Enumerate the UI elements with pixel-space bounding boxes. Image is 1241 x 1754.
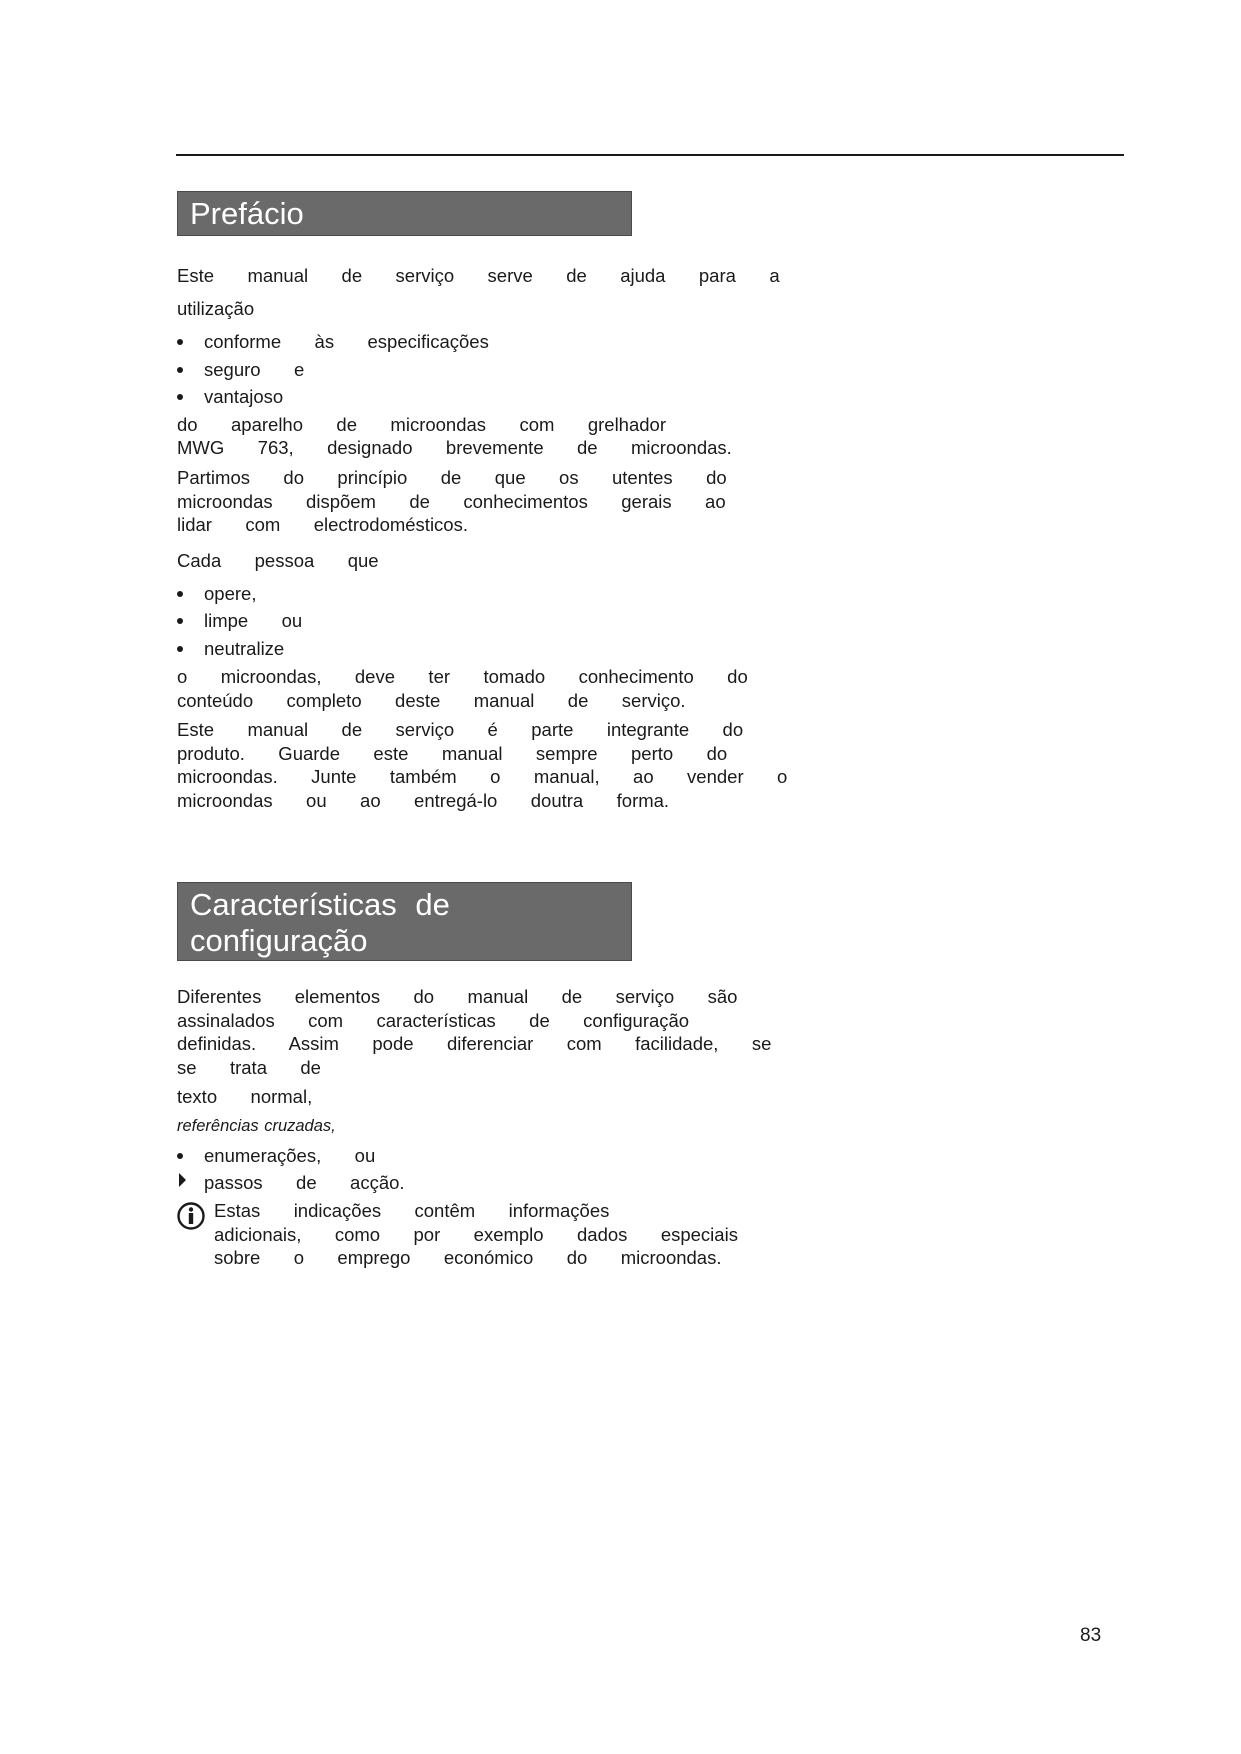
bullet-icon xyxy=(177,367,183,373)
section-heading-prefacio xyxy=(177,191,632,236)
list-item: opere, xyxy=(204,583,257,604)
section-heading-caracteristicas xyxy=(177,882,632,961)
paragraph-line: assinalados com características de configuração xyxy=(177,1010,690,1031)
top-rule xyxy=(176,154,1124,156)
step-arrow-icon xyxy=(179,1173,186,1187)
bullet-icon xyxy=(177,618,183,624)
paragraph-line: Este manual de serviço serve de ajuda para a xyxy=(177,265,780,286)
paragraph-line: Partimos do princípio de que os utentes do xyxy=(177,467,727,488)
paragraph-line: microondas ou ao entregá-lo doutra forma. xyxy=(177,790,670,811)
paragraph-line: texto normal, xyxy=(177,1086,313,1107)
paragraph-line: Diferentes elementos do manual de serviço são xyxy=(177,986,738,1007)
paragraph-line: lidar com electrodomésticos. xyxy=(177,514,468,535)
paragraph-line: Este manual de serviço é parte integrante do xyxy=(177,719,744,740)
list-item: limpe ou xyxy=(204,610,303,631)
section-title-line: configuração xyxy=(190,923,368,958)
page-number: 83 xyxy=(1080,1625,1102,1646)
list-item: seguro e xyxy=(204,359,305,380)
paragraph-line: microondas. Junte também o manual, ao vender o xyxy=(177,766,788,787)
paragraph-line: conteúdo completo deste manual de serviço. xyxy=(177,690,686,711)
paragraph-line: do aparelho de microondas com grelhador xyxy=(177,414,666,435)
bullet-icon xyxy=(177,1153,183,1159)
paragraph-line: definidas. Assim pode diferenciar com facilidade, se xyxy=(177,1033,772,1054)
list-item: conforme às especificações xyxy=(204,331,489,352)
paragraph-line: produto. Guarde este manual sempre perto do xyxy=(177,743,728,764)
paragraph-line: microondas dispõem de conhecimentos gerais ao xyxy=(177,491,726,512)
paragraph-line: utilização xyxy=(177,298,255,319)
bullet-icon xyxy=(177,394,183,400)
info-note-line: Estas indicações contêm informações xyxy=(214,1200,610,1221)
list-item: neutralize xyxy=(204,638,285,659)
list-item: vantajoso xyxy=(204,386,284,407)
list-item: enumerações, ou xyxy=(204,1145,376,1166)
paragraph-line: se trata de xyxy=(177,1057,321,1078)
bullet-icon xyxy=(177,646,183,652)
info-icon xyxy=(176,1201,206,1231)
paragraph-line: MWG 763, designado brevemente de microondas. xyxy=(177,437,732,458)
cross-reference-text: referências cruzadas, xyxy=(177,1117,336,1135)
paragraph-line: Cada pessoa que xyxy=(177,550,379,571)
section-title: Prefácio xyxy=(190,196,304,231)
info-note-line: adicionais, como por exemplo dados especiais xyxy=(214,1224,738,1245)
step-item: passos de acção. xyxy=(204,1172,405,1193)
info-note-line: sobre o emprego económico do microondas. xyxy=(214,1247,722,1268)
section-title-line: Características de xyxy=(190,887,450,922)
bullet-icon xyxy=(177,339,183,345)
bullet-icon xyxy=(177,591,183,597)
paragraph-line: o microondas, deve ter tomado conhecimento do xyxy=(177,666,748,687)
